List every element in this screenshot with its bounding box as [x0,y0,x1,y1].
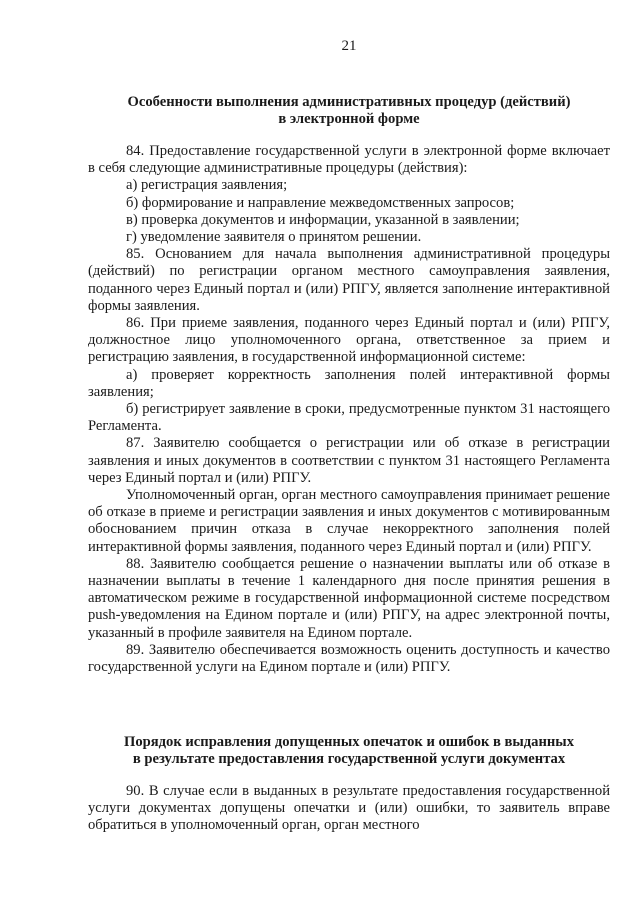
list-item-b: б) формирование и направление межведомственных запросов; [126,194,515,211]
list-item-a: а) регистрация заявления; [126,177,288,194]
list-item-86a: а) проверяет корректность заполнения полей интерактивной формы заявления; [88,366,610,400]
paragraph-86: 86. При приеме заявления, поданного через Единый портал и (или) РПГУ, должностное лицо уполномоченного органа, ответственное за прием и регистрацию заявления, в государственной информационной системе: [88,315,610,366]
heading-line: Особенности выполнения административных процедур (действий) [127,94,571,110]
paragraph-87: 87. Заявителю сообщается о регистрации или об отказе в регистрации заявления и иных документов в соответствии с пунктом 31 настоящего Регламента через Единый портал и (или) РПГУ. [88,435,610,486]
paragraph-88: 88. Заявителю сообщается решение о назначении выплаты или об отказе в назначении выплаты в течение 1 календарного дня после принятия решения в автоматическом режиме в государственной информационной системе посредством push-уведомления на Едином портале и (или) РПГУ, на адрес электронной почты, указанный в профиле заявителя на Едином портале. [88,555,610,641]
page-number: 21 [341,38,357,54]
section-heading-electronic-procedures [88,94,610,128]
section-heading-error-correction [88,734,610,768]
heading-line: в результате предоставления государственной услуги документах [132,751,566,768]
list-item-86b: б) регистрирует заявление в сроки, предусмотренные пунктом 31 настоящего Регламента. [88,401,610,435]
section-body-error-correction [88,783,610,835]
heading-line: Порядок исправления допущенных опечаток и ошибок в выданных [124,734,574,750]
paragraph-87-continued: Уполномоченный орган, орган местного самоуправления принимает решение об отказе в приеме и регистрации заявления и иных документов с мотивированным обоснованием причин отказа в случае некорректного заполнения полей интерактивной формы заявления, поданного через Единый портал и (или) РПГУ. [88,487,610,555]
paragraph-90: 90. В случае если в выданных в результате предоставления государственной услуги документах допущены опечатки и (или) ошибки, то заявитель вправе обратиться в уполномоченный орган, орган местного [88,783,610,834]
paragraph-89: 89. Заявителю обеспечивается возможность оценить доступность и качество государственной услуги на Едином портале и (или) РПГУ. [88,641,610,676]
heading-line: в электронной форме [278,111,420,128]
paragraph-85: 85. Основанием для начала выполнения административной процедуры (действий) по регистрации органом местного самоуправления заявления, поданного через Единый портал и (или) РПГУ, является заполнение интерактивной формы заявления. [88,246,610,314]
section-body-electronic-procedures [88,143,610,676]
list-item-c: в) проверка документов и информации, указанной в заявлении; [126,211,520,228]
paragraph-84: 84. Предоставление государственной услуги в электронной форме включает в себя следующие административные процедуры (действия): [88,143,610,177]
list-item-d: г) уведомление заявителя о принятом решении. [126,229,422,246]
